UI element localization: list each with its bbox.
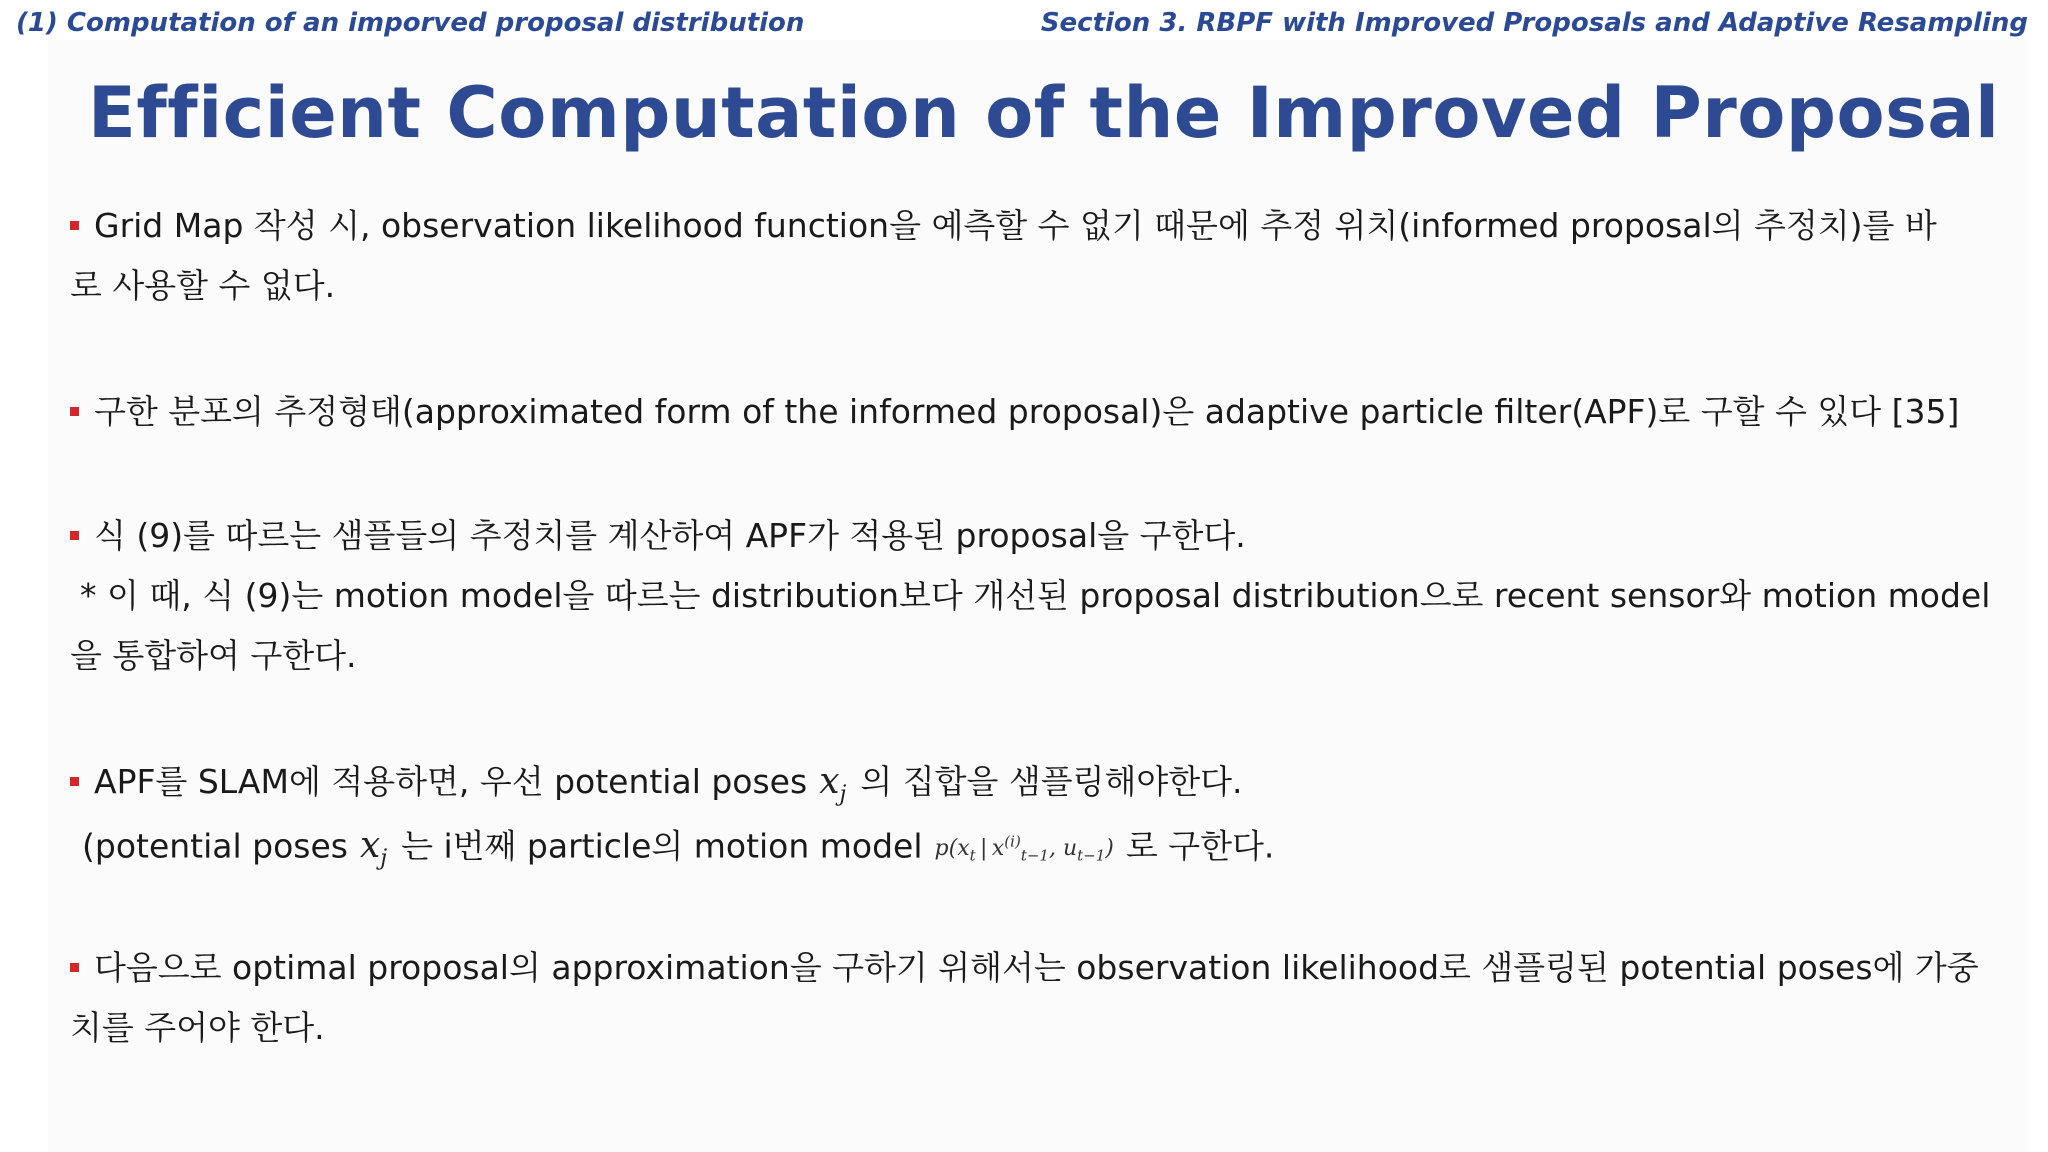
bullet-text-continuation: 치를 주어야 한다. [70,1008,325,1047]
paren-text-mid: 는 i번째 particle의 motion model [401,826,923,866]
section-title: Section 3. RBPF with Improved Proposals and Adaptive Resampling [1040,8,2028,38]
note-text: * 이 때, 식 (9)는 motion model을 따르는 distribution보다 개선된 proposal distribution으로 recent sensor와 motion model [80,576,1991,615]
section-subtitle: (1) Computation of an imporved proposal distribution [16,8,805,38]
bullet-text: 식 (9)를 따르는 샘플들의 추정치를 계산하여 APF가 적용된 proposal을 구한다. [94,516,1246,555]
bullet-text-continuation: 로 사용할 수 없다. [70,266,336,305]
math-variable-xj: $x_j$ [819,761,847,808]
bullet-text-after: 의 집합을 샘플링해야한다. [860,762,1243,801]
slide-title: Efficient Computation of the Improved Proposal [88,72,2000,154]
bullet-marker [70,963,79,972]
bullet-text: 구한 분포의 추정형태(approximated form of the informed proposal)은 adaptive particle filter(APF)로 구할 수 있다 [35] [94,392,1960,431]
bullet-marker [70,777,79,786]
bullet-item-approximated-form [70,382,2010,442]
bullet-text: 다음으로 optimal proposal의 approximation을 구하기 위해서는 observation likelihood로 샘플링된 potential poses에 가중 [94,948,1979,987]
bullet-item-apf-slam [70,752,2010,872]
bullet-text: Grid Map 작성 시, observation likelihood function을 예측할 수 없기 때문에 추정 위치(informed proposal의 추정치)를 바 [94,206,1937,245]
paren-text: (potential poses [82,826,348,866]
motion-model-formula: $p(x_t$ | $x^{(i)}_{t-1}$, $u_{t-1}$) [934,833,1114,865]
bullet-text: APF를 SLAM에 적용하면, 우선 potential poses [94,762,808,801]
note-text-continuation: 을 통합하여 구한다. [70,636,357,675]
bullet-item-grid-map [70,196,2010,316]
bullet-item-equation-9 [70,506,2010,686]
bullet-marker [70,221,79,230]
paren-text-after: 로 구한다. [1125,826,1275,866]
bullet-marker [70,531,79,540]
bullet-item-optimal-proposal [70,938,2010,1058]
bullet-marker [70,407,79,416]
math-variable-xj: $x_j$ [359,825,388,872]
